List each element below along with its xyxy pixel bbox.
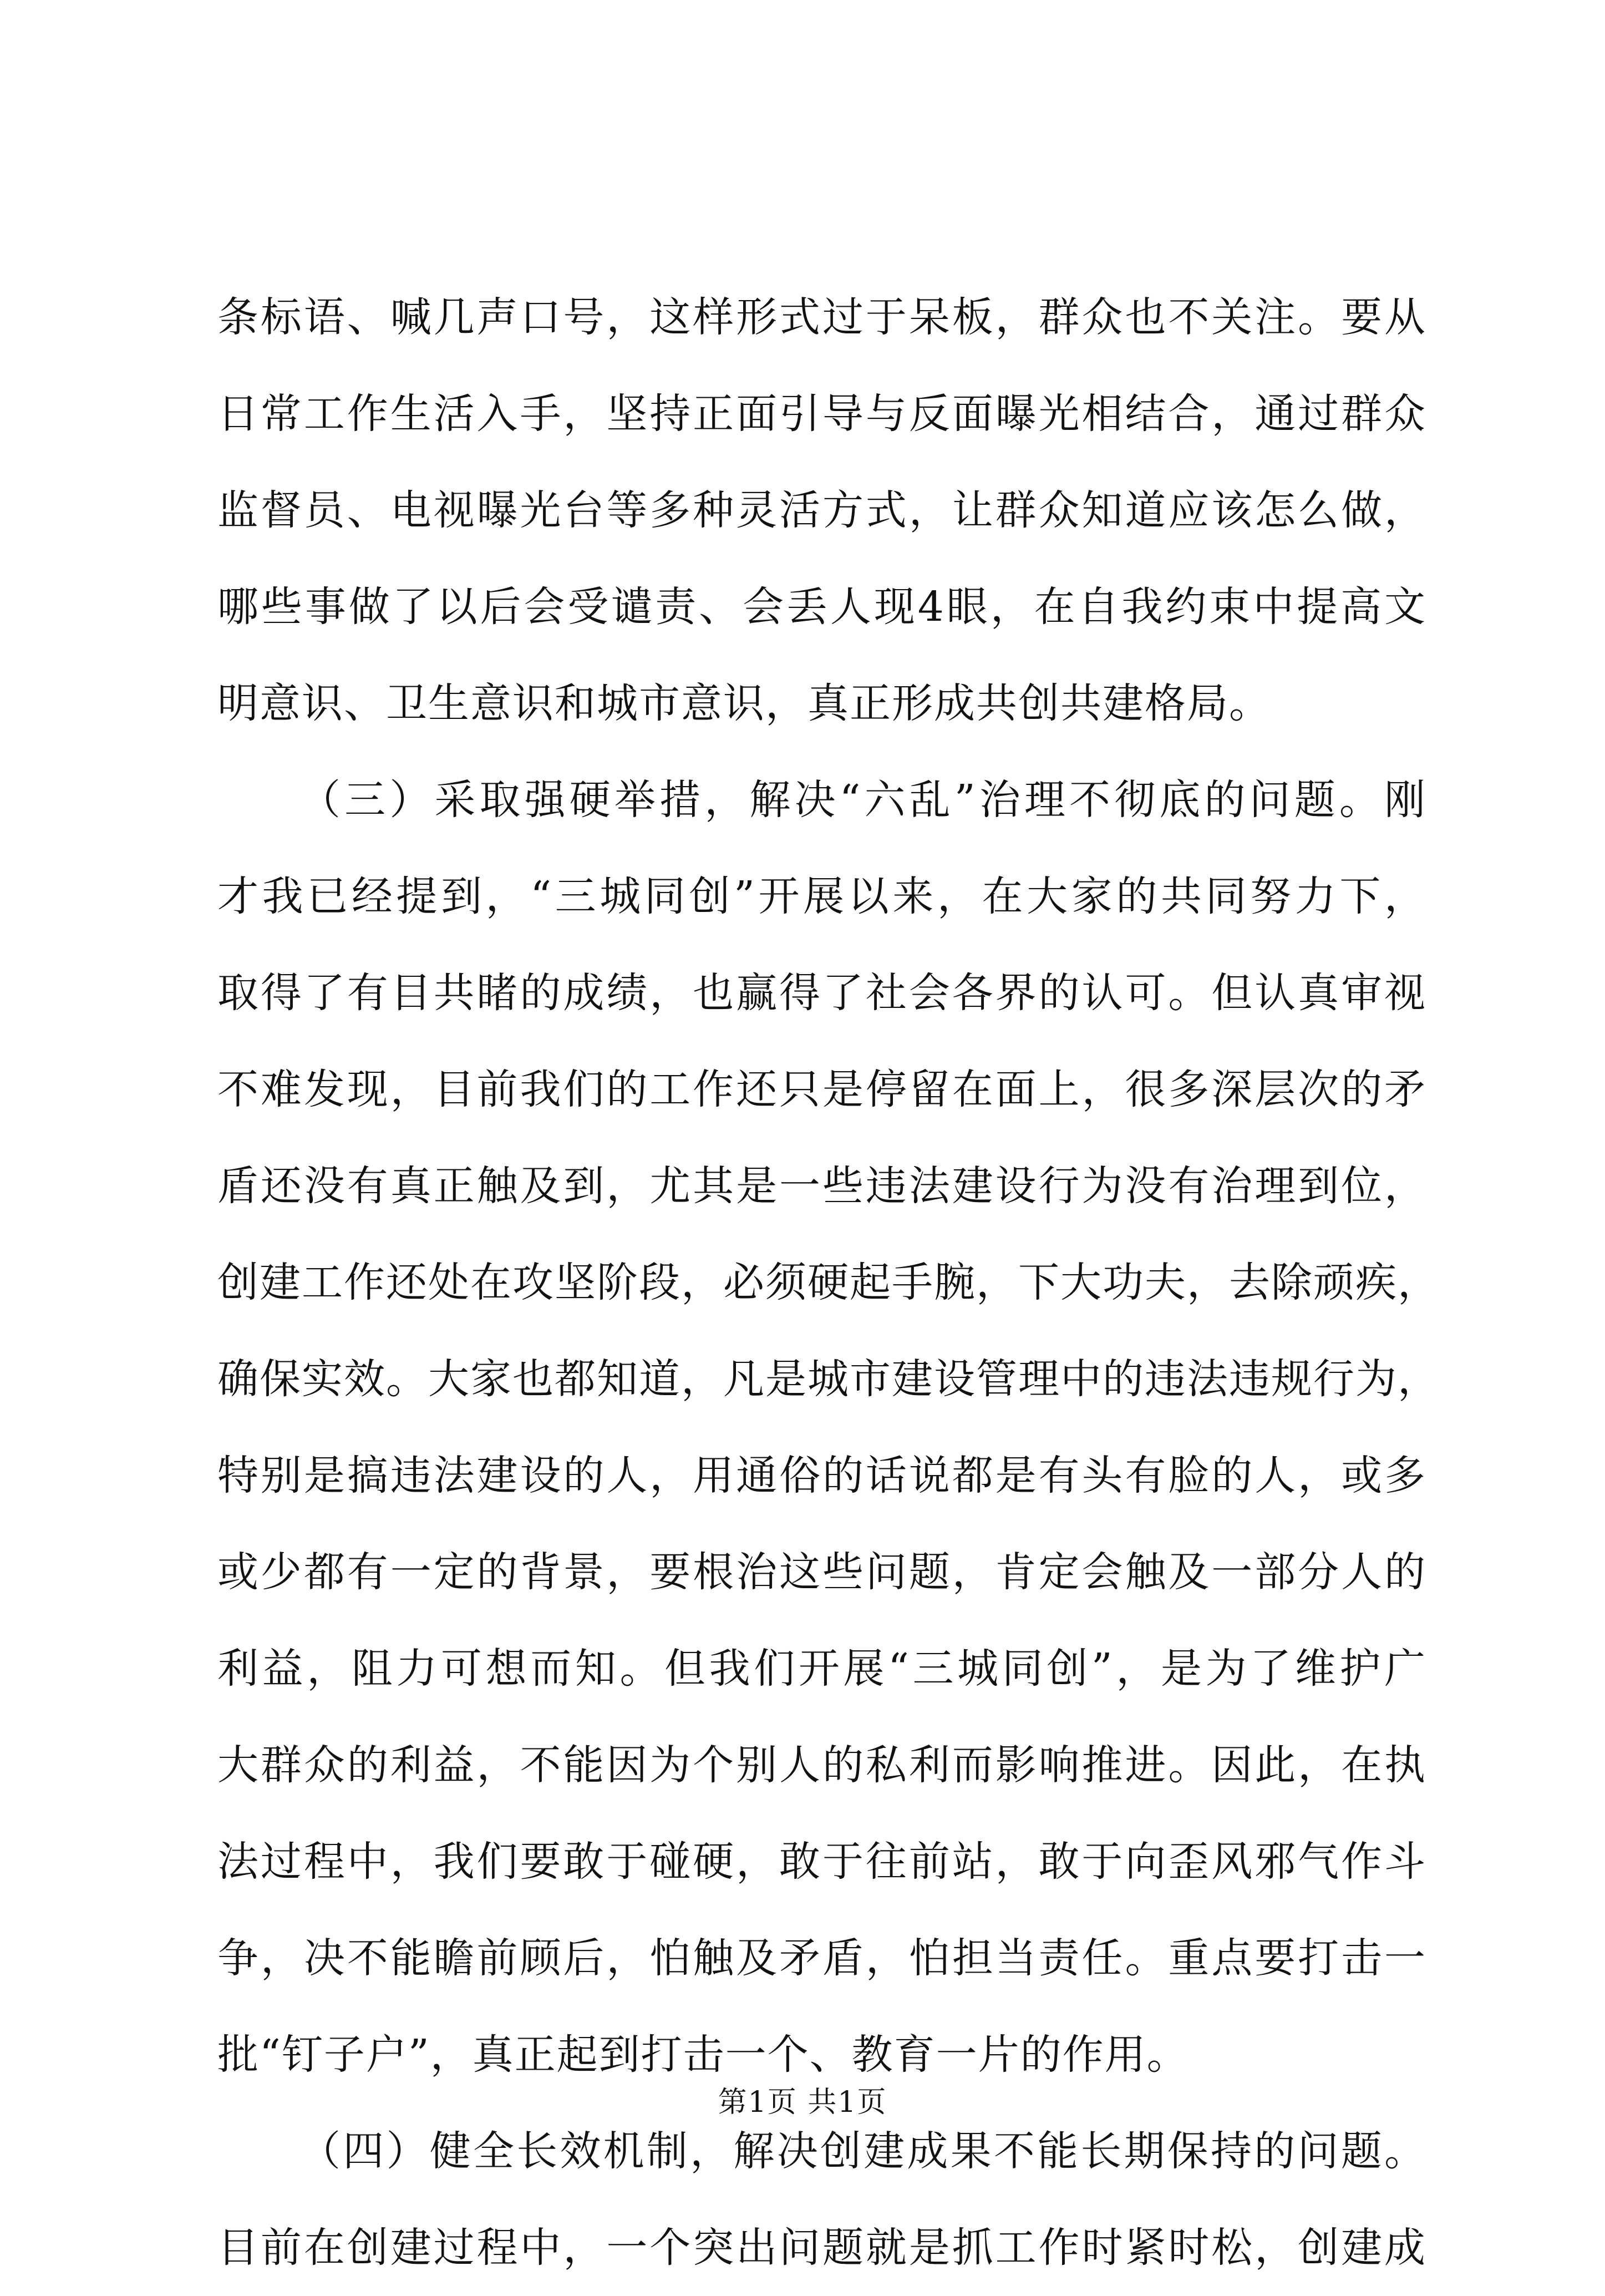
text-line: 创建工作还处在攻坚阶段，必须硬起手腕，下大功夫，去除顽疾， (217, 1259, 1440, 1306)
document-body (217, 269, 1440, 2296)
text-line: 监督员、电视曝光台等多种灵活方式，让群众知道应该怎么做， (217, 486, 1426, 534)
text-line: 或少都有一定的背景，要根治这些问题，肯定会触及一部分人的 (217, 1548, 1426, 1596)
text-line: 确保实效。大家也都知道，凡是城市建设管理中的违法违规行为， (217, 1355, 1440, 1403)
paragraph-heading-four: （四）健全长效机制，解决创建成果不能长期保持的问题。 (299, 2127, 1426, 2175)
paragraph-heading-three: （三）采取强硬举措，解决“六乱”治理不彻底的问题。刚 (299, 776, 1426, 824)
text-line: 批“钉子户”，真正起到打击一个、教育一片的作用。 (217, 2031, 1189, 2079)
text-line: 日常工作生活入手，坚持正面引导与反面曝光相结合，通过群众 (217, 390, 1426, 438)
text-line: 盾还没有真正触及到，尤其是一些违法建设行为没有治理到位， (217, 1162, 1426, 1210)
text-line: 取得了有目共睹的成绩，也赢得了社会各界的认可。但认真审视 (217, 969, 1426, 1017)
text-line: 法过程中，我们要敢于碰硬，敢于往前站，敢于向歪风邪气作斗 (217, 1838, 1426, 1886)
text-line: 目前在创建过程中，一个突出问题就是抓工作时紧时松，创建成 (217, 2224, 1426, 2272)
text-line: 条标语、喊几声口号，这样形式过于呆板，群众也不关注。要从 (217, 293, 1426, 341)
text-line: 哪些事做了以后会受谴责、会丢人现4眼，在自我约束中提高文 (217, 583, 1426, 631)
page-footer: 第1页 共1页 (718, 2086, 887, 2119)
text-line: 争，决不能瞻前顾后，怕触及矛盾，怕担当责任。重点要打击一 (217, 1934, 1426, 1982)
text-line: 大群众的利益，不能因为个别人的私利而影响推进。因此，在执 (217, 1741, 1426, 1789)
text-line: 特别是搞违法建设的人，用通俗的话说都是有头有脸的人，或多 (217, 1452, 1426, 1499)
text-line: 明意识、卫生意识和城市意识，真正形成共创共建格局。 (217, 680, 1271, 727)
text-line: 不难发现，目前我们的工作还只是停留在面上，很多深层次的矛 (217, 1066, 1426, 1113)
text-line: 才我已经提到，“三城同创”开展以来，在大家的共同努力下， (217, 873, 1426, 920)
text-line: 利益，阻力可想而知。但我们开展“三城同创”，是为了维护广 (217, 1645, 1426, 1692)
